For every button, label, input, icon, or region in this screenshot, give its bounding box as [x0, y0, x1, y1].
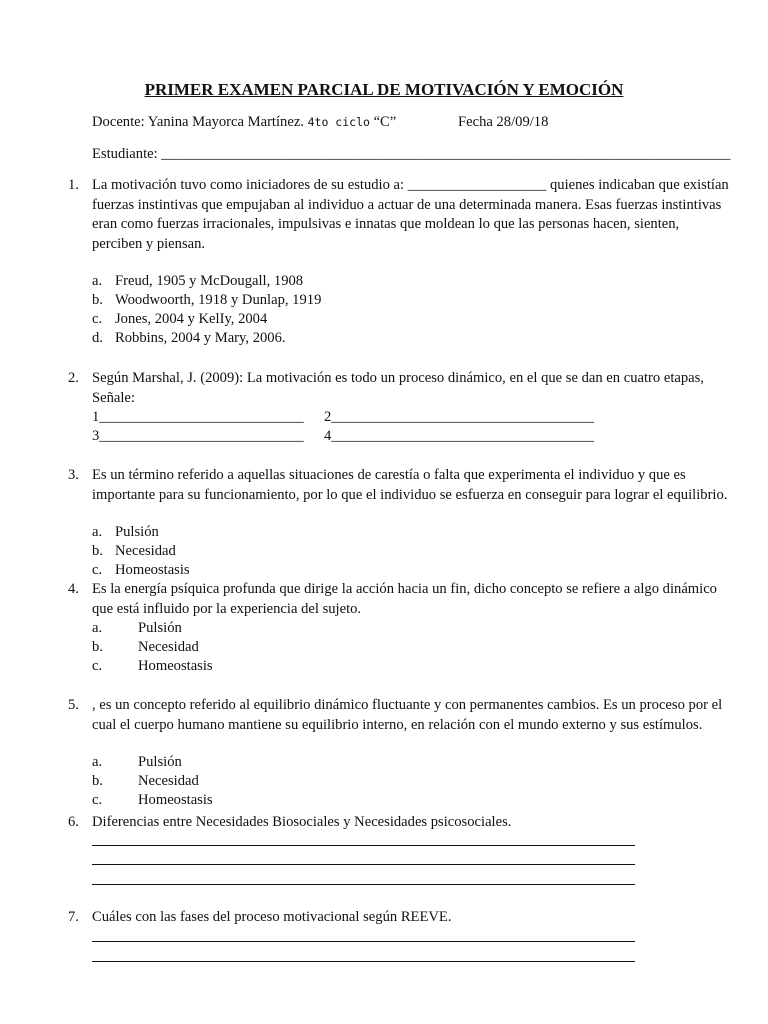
option-text: Robbins, 2004 y Mary, 2006. — [115, 330, 286, 346]
q4-option-c[interactable] — [92, 657, 213, 676]
q1-option-d[interactable] — [92, 329, 286, 348]
option-letter: a. — [92, 620, 103, 636]
q4-option-b[interactable] — [92, 638, 199, 657]
q3-option-a[interactable] — [92, 523, 159, 542]
option-letter: c. — [92, 562, 103, 578]
option-letter: c. — [92, 311, 103, 327]
q2-text: Según Marshal, J. (2009): La motivación es todo un proceso dinámico, en el que se dan en cuatro etapas, Señale: — [92, 370, 704, 406]
seccion-text: “C” — [373, 114, 397, 130]
q2-number: 2. — [68, 370, 79, 386]
option-text: Homeostasis — [138, 658, 213, 674]
q4-number: 4. — [68, 581, 79, 597]
q5-number: 5. — [68, 697, 79, 713]
q7-number: 7. — [68, 909, 79, 925]
q2-blank-3[interactable]: 3____________________________ — [92, 428, 304, 444]
q7-answer-line-2[interactable] — [92, 961, 635, 962]
option-letter: a. — [92, 273, 103, 289]
q3-text: Es un término referido a aquellas situaciones de carestía o falta que experimenta el individuo y que es importante para su funcionamiento, por lo que el individuo se esfuerza en conseguir para lograr el equilibrio. — [92, 467, 728, 503]
option-letter: b. — [92, 639, 103, 655]
option-letter: d. — [92, 330, 103, 346]
docente-text: Docente: Yanina Mayorca Martínez. — [92, 114, 304, 130]
option-letter: b. — [92, 773, 103, 789]
q4-option-a[interactable] — [92, 619, 182, 638]
q3-option-c[interactable] — [92, 561, 190, 580]
q1-text: La motivación tuvo como iniciadores de su estudio a: ___________________ quienes indicaban que existían fuerzas instintivas que empujaban al individuo a actuar de una determinada manera. Esas fuerzas instintivas eran como fuerzas irracionales, impulsivas e innatas que moldean lo que las personas hacen, sienten, perciben y piensan. — [92, 177, 729, 252]
option-text: Freud, 1905 y McDougall, 1908 — [115, 273, 304, 289]
q1-option-a[interactable] — [92, 272, 303, 291]
option-letter: b. — [92, 292, 103, 308]
exam-title: PRIMER EXAMEN PARCIAL DE MOTIVACIÓN Y EMOCIÓN — [144, 80, 624, 99]
q5-option-a[interactable] — [92, 753, 182, 772]
q6-answer-line-3[interactable] — [92, 884, 635, 885]
option-letter: c. — [92, 658, 103, 674]
option-text: Woodwoorth, 1918 y Dunlap, 1919 — [115, 292, 322, 308]
ciclo-text: 4to ciclo — [307, 115, 370, 129]
option-letter: a. — [92, 524, 103, 540]
option-letter: c. — [92, 792, 103, 808]
option-text: Jones, 2004 y KelIy, 2004 — [115, 311, 268, 327]
q4-text: Es la energía psíquica profunda que dirige la acción hacia un fin, dicho concepto se refiere a algo dinámico que está influido por la experiencia del sujeto. — [92, 581, 717, 617]
option-text: Necesidad — [138, 639, 199, 655]
q5-option-b[interactable] — [92, 772, 199, 791]
q2-blank-2[interactable]: 2____________________________________ — [324, 409, 594, 425]
option-letter: a. — [92, 754, 103, 770]
option-letter: b. — [92, 543, 103, 559]
option-text: Homeostasis — [138, 792, 213, 808]
q3-option-b[interactable] — [92, 542, 176, 561]
q7-text: Cuáles con las fases del proceso motivacional según REEVE. — [92, 909, 452, 925]
q6-answer-line-1[interactable] — [92, 845, 635, 846]
q3-number: 3. — [68, 467, 79, 483]
q1-option-b[interactable] — [92, 291, 321, 310]
q7-answer-line-1[interactable] — [92, 941, 635, 942]
q5-text: , es un concepto referido al equilibrio dinámico fluctuante y con permanentes cambios. Es un proceso por el cual el cuerpo humano mantiene su equilibrio interno, en relación con el mundo externo y sus estímulos. — [92, 697, 723, 733]
estudiante-field[interactable]: Estudiante: ______________________________________________________________________________ — [92, 146, 731, 162]
option-text: Necesidad — [115, 543, 176, 559]
option-text: Necesidad — [138, 773, 199, 789]
q6-number: 6. — [68, 814, 79, 830]
q1-option-c[interactable] — [92, 310, 267, 329]
q6-answer-line-2[interactable] — [92, 864, 635, 865]
docente-line — [92, 113, 396, 132]
option-text: Homeostasis — [115, 562, 190, 578]
option-text: Pulsión — [138, 754, 182, 770]
fecha-text: Fecha 28/09/18 — [458, 114, 549, 130]
option-text: Pulsión — [138, 620, 182, 636]
option-text: Pulsión — [115, 524, 159, 540]
q6-text: Diferencias entre Necesidades Biosociales y Necesidades psicosociales. — [92, 814, 512, 830]
q5-option-c[interactable] — [92, 791, 213, 810]
q2-blank-1[interactable]: 1____________________________ — [92, 409, 304, 425]
q2-blank-4[interactable]: 4____________________________________ — [324, 428, 594, 444]
q1-number: 1. — [68, 177, 79, 193]
